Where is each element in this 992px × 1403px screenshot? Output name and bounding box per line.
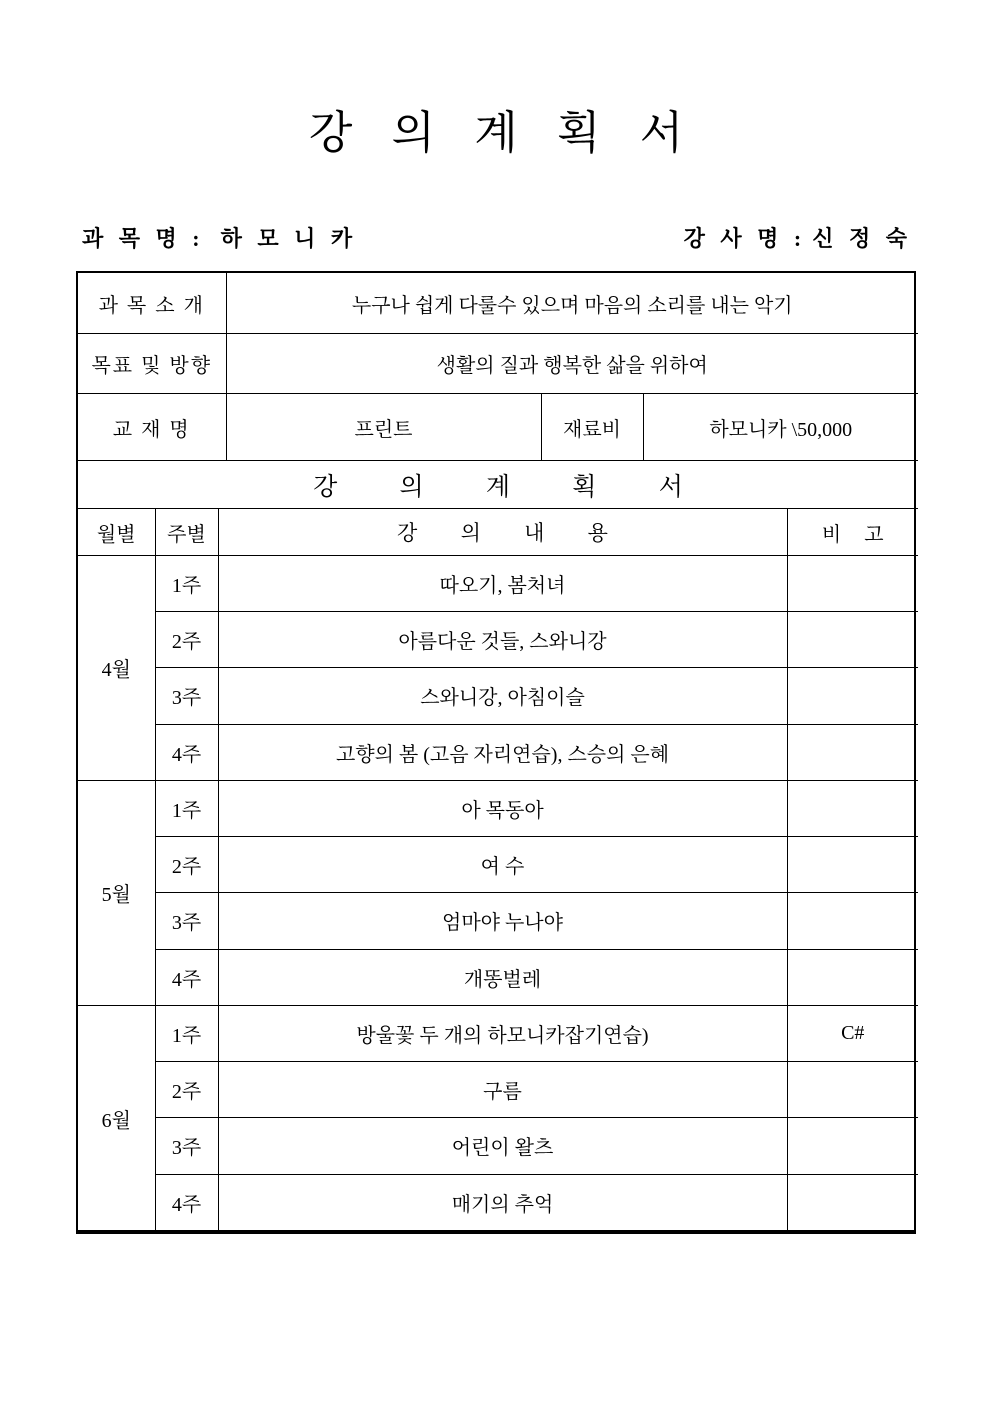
col-header-note: 비 고 xyxy=(787,509,918,555)
month-cell: 5월 xyxy=(78,780,155,1005)
table-row xyxy=(78,893,918,949)
week-cell: 2주 xyxy=(155,837,218,893)
note-cell: C# xyxy=(787,1005,918,1061)
page-title: 강 의 계 획 서 xyxy=(308,108,698,158)
table-row xyxy=(78,555,918,611)
note-cell xyxy=(787,1174,918,1230)
note-cell xyxy=(787,668,918,724)
fee-value: 하모니카 \50,000 xyxy=(643,394,918,461)
overview-row-textbook xyxy=(78,394,918,461)
overview-value-intro: 누구나 쉽게 다룰수 있으며 마음의 소리를 내는 악기 xyxy=(226,273,918,334)
note-cell xyxy=(787,724,918,780)
section-title: 강 의 계 획 서 xyxy=(78,461,918,509)
week-cell: 3주 xyxy=(155,668,218,724)
overview-label-goal: 목표 및 방향 xyxy=(78,334,226,394)
content-cell: 구름 xyxy=(218,1062,787,1118)
week-cell: 4주 xyxy=(155,724,218,780)
overview-row-intro xyxy=(78,273,918,334)
note-cell xyxy=(787,893,918,949)
instructor-value: 신 정 숙 xyxy=(812,225,912,251)
overview-row-goal xyxy=(78,334,918,394)
content-cell: 고향의 봄 (고음 자리연습), 스승의 은혜 xyxy=(218,724,787,780)
week-cell: 4주 xyxy=(155,949,218,1005)
section-title-row xyxy=(78,461,918,509)
content-cell: 매기의 추억 xyxy=(218,1174,787,1230)
subject-label: 과 목 명 : xyxy=(82,225,205,251)
note-cell xyxy=(787,780,918,836)
table-row xyxy=(78,780,918,836)
week-cell: 4주 xyxy=(155,1174,218,1230)
table-row xyxy=(78,837,918,893)
overview-label-intro: 과 목 소 개 xyxy=(78,273,226,334)
table-row xyxy=(78,949,918,1005)
col-header-content: 강 의 내 용 xyxy=(218,509,787,555)
table-row xyxy=(78,612,918,668)
subject-field xyxy=(82,222,357,253)
content-cell: 여 수 xyxy=(218,837,787,893)
overview-label-textbook: 교 재 명 xyxy=(78,394,226,461)
table-row xyxy=(78,1174,918,1230)
week-cell: 1주 xyxy=(155,1005,218,1061)
fee-label: 재료비 xyxy=(541,394,643,461)
overview-table xyxy=(78,273,918,510)
week-cell: 3주 xyxy=(155,893,218,949)
content-cell: 따오기, 봄처녀 xyxy=(218,555,787,611)
overview-value-goal: 생활의 질과 행복한 삶을 위하여 xyxy=(226,334,918,394)
info-line xyxy=(76,222,916,253)
note-cell xyxy=(787,612,918,668)
content-cell: 스와니강, 아침이슬 xyxy=(218,668,787,724)
table-row xyxy=(78,724,918,780)
content-cell: 엄마야 누나야 xyxy=(218,893,787,949)
table-row xyxy=(78,1062,918,1118)
month-cell: 6월 xyxy=(78,1005,155,1230)
note-cell xyxy=(787,949,918,1005)
content-cell: 방울꽃 두 개의 하모니카잡기연습) xyxy=(218,1005,787,1061)
schedule-table xyxy=(78,509,918,1230)
content-cell: 아름다운 것들, 스와니강 xyxy=(218,612,787,668)
week-cell: 2주 xyxy=(155,1062,218,1118)
instructor-field xyxy=(684,222,912,253)
textbook-value: 프린트 xyxy=(226,394,541,461)
plan-table xyxy=(76,271,916,1235)
table-row xyxy=(78,668,918,724)
week-cell: 2주 xyxy=(155,612,218,668)
note-cell xyxy=(787,1062,918,1118)
note-cell xyxy=(787,837,918,893)
schedule-header-row xyxy=(78,509,918,555)
week-cell: 1주 xyxy=(155,780,218,836)
col-header-month: 월별 xyxy=(78,509,155,555)
subject-value: 하 모 니 카 xyxy=(220,225,358,251)
note-cell xyxy=(787,1118,918,1174)
note-cell xyxy=(787,555,918,611)
col-header-week: 주별 xyxy=(155,509,218,555)
month-cell: 4월 xyxy=(78,555,155,780)
instructor-label: 강 사 명 : xyxy=(683,225,807,251)
week-cell: 1주 xyxy=(155,555,218,611)
week-cell: 3주 xyxy=(155,1118,218,1174)
content-cell: 아 목동아 xyxy=(218,780,787,836)
table-row xyxy=(78,1118,918,1174)
table-row xyxy=(78,1005,918,1061)
content-cell: 개똥벌레 xyxy=(218,949,787,1005)
content-cell: 어린이 왈츠 xyxy=(218,1118,787,1174)
